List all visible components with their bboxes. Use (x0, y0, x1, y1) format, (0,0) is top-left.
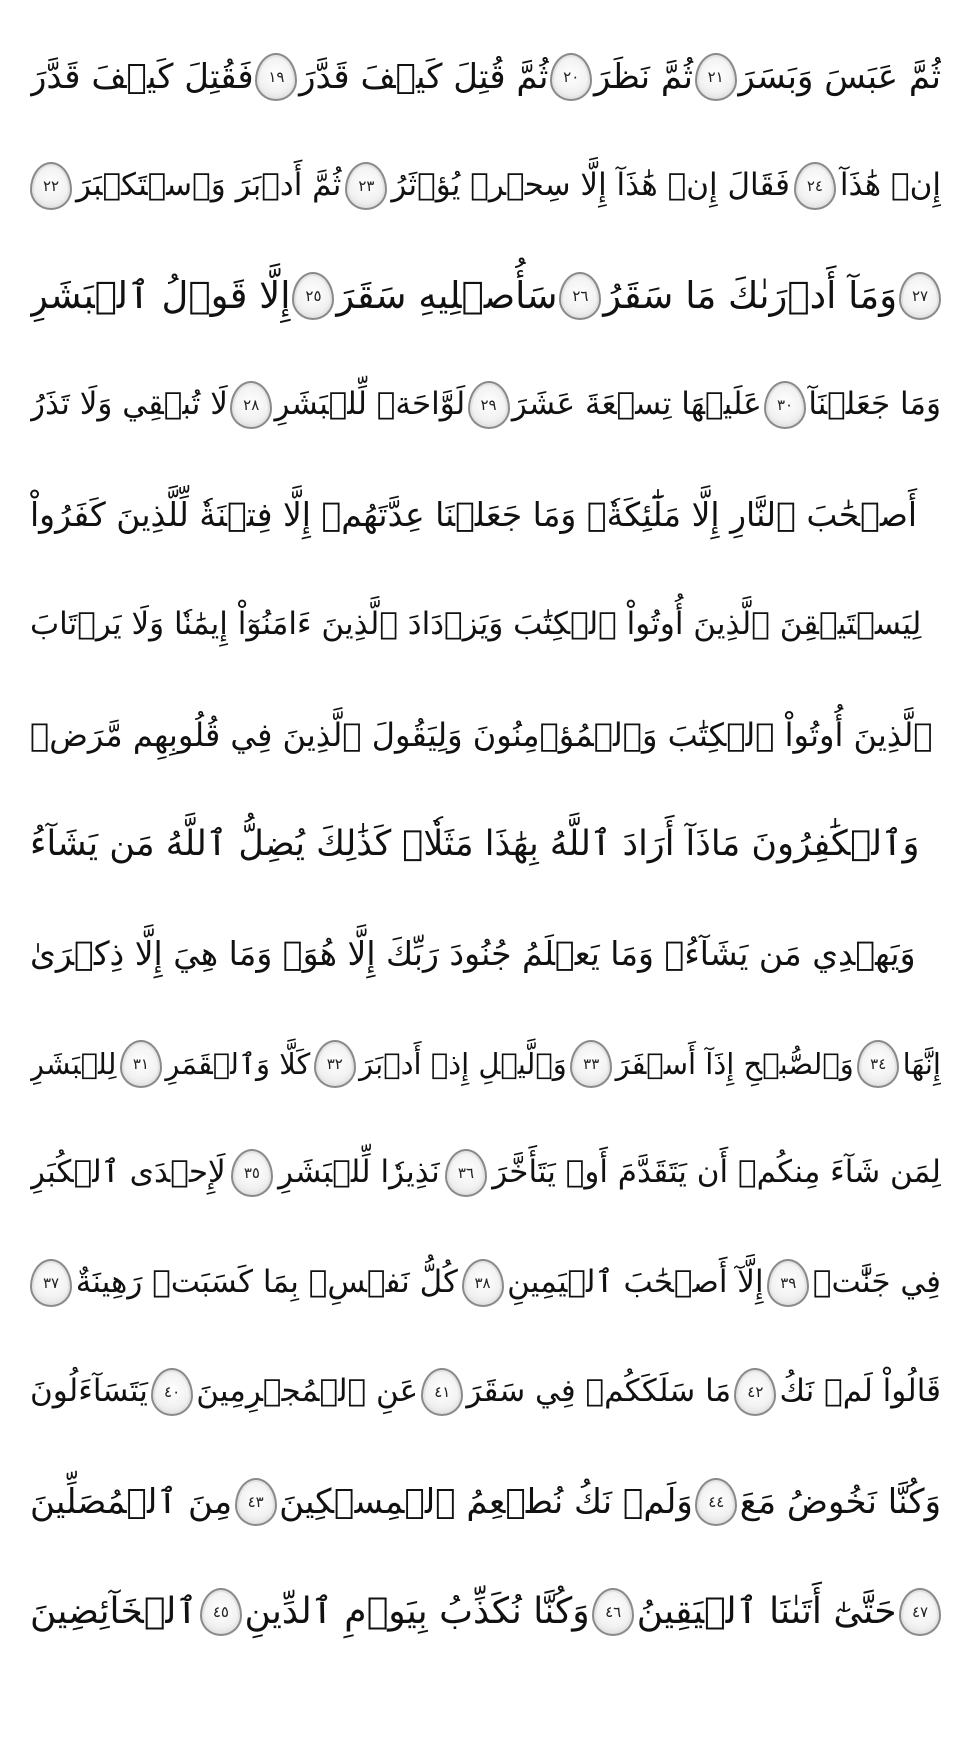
text-line (30, 466, 941, 564)
verse-text: لِيَسۡتَيۡقِنَ ٱلَّذِينَ أُوتُواْ ٱلۡكِتَٰبَ وَيَزۡدَادَ ٱلَّذِينَ ءَامَنُوٓاْ إِيمَٰنٗا وَلَا يَرۡتَابَ (30, 606, 922, 643)
verse-number-marker: ٢٨ (230, 381, 272, 429)
verse-number-marker: ٣٥ (231, 1149, 273, 1197)
verse-text: حَتَّىٰٓ أَتَىٰنَا ٱلۡيَقِينُ (636, 1591, 897, 1633)
verse-text: وَمَا جَعَلۡنَآ (808, 386, 941, 423)
text-line (30, 137, 941, 235)
text-line (30, 28, 941, 126)
verse-text: فِي جَنَّٰتٖ (812, 1264, 941, 1301)
verse-text: إِنَّهَا (902, 1046, 941, 1081)
verse-number-marker: ٤٦ (592, 1588, 634, 1636)
verse-number-marker: ٢٢ (30, 162, 72, 210)
text-line (30, 1453, 941, 1551)
verse-text: فَقُتِلَ كَيۡفَ قَدَّرَ (30, 56, 254, 97)
verse-text: لِلۡبَشَرِ (30, 1046, 117, 1081)
verse-number-marker: ٣٤ (857, 1040, 899, 1088)
verse-text: قَالُواْ لَمۡ نَكُ (779, 1373, 941, 1410)
text-line (30, 686, 941, 784)
verse-text: كُلُّ نَفۡسِۭ بِمَا كَسَبَتۡ رَهِينَةٌ (75, 1264, 458, 1301)
verse-number-marker: ٤٥ (200, 1588, 242, 1636)
verse-text: ثُمَّ عَبَسَ وَبَسَرَ (738, 56, 941, 97)
verse-text: وَٱلصُّبۡحِ إِذَآ أَسۡفَرَ (615, 1046, 854, 1081)
verse-number-marker: ٢٧ (899, 272, 941, 320)
verse-number-marker: ٣٦ (445, 1149, 487, 1197)
verse-text: عَنِ ٱلۡمُجۡرِمِينَ (196, 1373, 419, 1410)
verse-number-marker: ٢٤ (794, 162, 836, 210)
text-line (30, 1343, 941, 1441)
verse-number-marker: ٣١ (120, 1040, 162, 1088)
verse-number-marker: ٣٩ (767, 1259, 809, 1307)
verse-text: إِلَّآ أَصۡحَٰبَ ٱلۡيَمِينِ (507, 1264, 764, 1301)
verse-text: كَلَّا وَٱلۡقَمَرِ (165, 1046, 311, 1081)
text-line (30, 795, 941, 893)
verse-number-marker: ٢٦ (559, 272, 601, 320)
verse-text: ثُمَّ قُتِلَ كَيۡفَ قَدَّرَ (299, 56, 549, 97)
verse-number-marker: ٤٤ (695, 1478, 737, 1526)
verse-text: وَيَهۡدِي مَن يَشَآءُۚ وَمَا يَعۡلَمُ جُنُودَ رَبِّكَ إِلَّا هُوَۚ وَمَا هِيَ إِلَّا ذِكۡرَىٰ (30, 934, 916, 974)
text-line (30, 1015, 941, 1113)
verse-number-marker: ٣٧ (30, 1259, 72, 1307)
verse-text: ٱلَّذِينَ أُوتُواْ ٱلۡكِتَٰبَ وَٱلۡمُؤۡمِنُونَ وَلِيَقُولَ ٱلَّذِينَ فِي قُلُوبِهِم مَّرَضٞ (30, 715, 933, 754)
verse-text: لَوَّاحَةٞ لِّلۡبَشَرِ (274, 386, 466, 423)
verse-text: يَتَسَآءَلُونَ (30, 1373, 148, 1410)
verse-number-marker: ٢٥ (292, 272, 334, 320)
verse-text: فَقَالَ إِنۡ هَٰذَآ إِلَّا سِحۡرٞ يُؤۡثَرُ (391, 167, 790, 204)
verse-number-marker: ١٩ (255, 53, 297, 101)
text-line (30, 1234, 941, 1332)
text-line (30, 1563, 941, 1661)
verse-text: أَصۡحَٰبَ ٱلنَّارِ إِلَّا مَلَٰٓئِكَةٗۖ وَمَا جَعَلۡنَا عِدَّتَهُمۡ إِلَّا فِتۡنَةٗ لِّلَّذِينَ كَفَرُواْ (30, 495, 918, 535)
verse-number-marker: ٢١ (695, 53, 737, 101)
verse-text: مِنَ ٱلۡمُصَلِّينَ (30, 1481, 233, 1522)
verse-text: لِمَن شَآءَ مِنكُمۡ أَن يَتَقَدَّمَ أَوۡ يَتَأَخَّرَ (492, 1154, 941, 1191)
verse-number-marker: ٢٠ (550, 53, 592, 101)
verse-text: ٱلۡخَآئِضِينَ (30, 1591, 198, 1633)
verse-number-marker: ٤٧ (899, 1588, 941, 1636)
verse-text: لَإِحۡدَى ٱلۡكُبَرِ (30, 1154, 226, 1191)
verse-text: ثُمَّ نَظَرَ (593, 56, 693, 97)
verse-text: وَكُنَّا نَخُوضُ مَعَ (739, 1481, 941, 1522)
verse-text: إِنۡ هَٰذَآ (839, 167, 941, 204)
verse-number-marker: ٣٣ (570, 1040, 612, 1088)
verse-text: وَٱلَّيۡلِ إِذۡ أَدۡبَرَ (359, 1046, 567, 1081)
verse-text: عَلَيۡهَا تِسۡعَةَ عَشَرَ (511, 386, 762, 423)
verse-number-marker: ٤٢ (734, 1368, 776, 1416)
verse-text: لَا تُبۡقِي وَلَا تَذَرُ (30, 386, 228, 423)
verse-number-marker: ٤٣ (235, 1478, 277, 1526)
verse-text: وَٱلۡكَٰفِرُونَ مَاذَآ أَرَادَ ٱللَّهُ بِهَٰذَا مَثَلٗاۚ كَذَٰلِكَ يُضِلُّ ٱللَّهُ مَن يَشَآءُ (30, 824, 920, 864)
verse-text: سَأُصۡلِيهِ سَقَرَ (336, 273, 558, 317)
text-line (30, 905, 941, 1003)
text-line (30, 356, 941, 454)
verse-text: وَكُنَّا نُكَذِّبُ بِيَوۡمِ ٱلدِّينِ (244, 1591, 590, 1633)
verse-text: إِلَّا قَوۡلُ ٱلۡبَشَرِ (30, 273, 291, 317)
verse-text: وَمَآ أَدۡرَىٰكَ مَا سَقَرُ (603, 273, 898, 317)
text-line (30, 247, 941, 345)
verse-text: نَذِيرٗا لِّلۡبَشَرِ (278, 1154, 440, 1191)
verse-number-marker: ٣٢ (314, 1040, 356, 1088)
verse-text: وَلَمۡ نَكُ نُطۡعِمُ ٱلۡمِسۡكِينَ (279, 1481, 693, 1522)
verse-number-marker: ٢٩ (468, 381, 510, 429)
verse-number-marker: ٢٣ (345, 162, 387, 210)
verse-number-marker: ٤٠ (151, 1368, 193, 1416)
text-line (30, 576, 941, 674)
text-line (30, 1124, 941, 1222)
verse-number-marker: ٣٠ (764, 381, 806, 429)
verse-number-marker: ٣٨ (462, 1259, 504, 1307)
verse-number-marker: ٤١ (421, 1368, 463, 1416)
verse-text: ثُمَّ أَدۡبَرَ وَٱسۡتَكۡبَرَ (76, 167, 342, 204)
verse-text: مَا سَلَكَكُمۡ فِي سَقَرَ (466, 1373, 732, 1410)
